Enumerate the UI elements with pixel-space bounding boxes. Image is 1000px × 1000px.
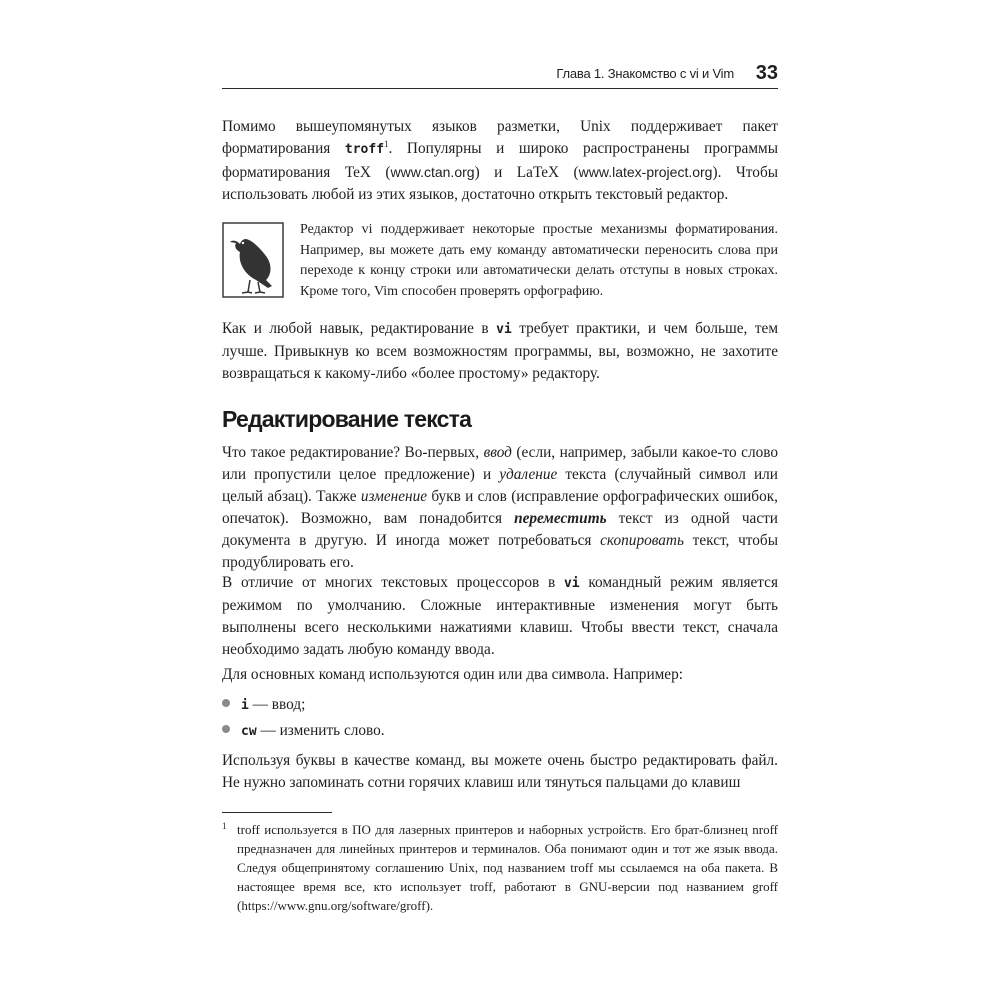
list-item — [222, 720, 385, 743]
intro-paragraph — [222, 116, 778, 206]
bullet-icon — [222, 725, 230, 733]
editing-text: текст, чтобы продублировать его. — [222, 532, 778, 571]
footnote-number: 1 — [222, 821, 227, 831]
intro-text: . Популярны и широко распространены программы форматирования TeX ( — [222, 140, 778, 181]
closing-paragraph: Используя буквы в качестве команд, вы можете очень быстро редактировать файл. Не нужно запоминать сотни горячих клавиш или тянуться пальцами до клавиш — [222, 752, 778, 791]
list-item — [222, 694, 305, 717]
intro-text: ) и LaTeX ( — [474, 164, 579, 181]
footnote-divider — [222, 812, 332, 813]
footnote — [222, 820, 778, 915]
intro-text: ). Чтобы использовать любой из этих языков, достаточно открыть текстовый редактор. — [222, 164, 779, 203]
mode-text: командный режим является режимом по умолчанию. Сложные интерактивные изменения могут быть выполнены всего несколькими нажатиями клавиш. Чтобы ввести текст, сначала необходимо задать любую команду ввода. — [222, 574, 779, 658]
page-number: 33 — [755, 62, 778, 84]
practice-text: требует практики, и чем больше, тем лучше. Привыкнув ко всем возможностям программы, вы, возможно, не захотите возвращаться к какому-либо «более простому» редактору. — [222, 320, 779, 382]
editing-text: (если, например, забыли какое-то слово или пропустили целое предложение) и — [222, 444, 778, 483]
practice-text: Как и любой навык, редактирование в — [222, 320, 497, 337]
mode-text: В отличие от многих текстовых процессоров в — [222, 574, 564, 591]
vi-code: vi — [563, 576, 580, 591]
emphasis-input: ввод — [483, 444, 512, 461]
latex-url[interactable]: www.latex-project.org — [578, 164, 713, 180]
note-box — [222, 222, 778, 302]
footnote-ref[interactable]: 1 — [384, 139, 389, 149]
bullet-icon — [222, 699, 230, 707]
command-desc: — ввод; — [248, 696, 306, 713]
emphasis-copy: скопировать — [600, 532, 684, 549]
page-header — [222, 64, 778, 89]
vi-code: vi — [496, 322, 512, 337]
command-desc: — изменить слово. — [256, 722, 385, 739]
emphasis-move: переместить — [514, 510, 607, 527]
editing-text: текста (случайный символ или целый абзац). Также — [222, 466, 778, 505]
command-code: i — [241, 698, 249, 713]
troff-code: troff — [344, 142, 385, 157]
editing-text: текст из одной части документа в другую. И иногда может потребоваться — [222, 510, 778, 549]
emphasis-change: изменение — [360, 488, 428, 505]
chapter-title: Глава 1. Знакомство с vi и Vim — [556, 66, 734, 81]
emphasis-delete: удаление — [499, 466, 558, 483]
editing-paragraph — [222, 442, 778, 574]
command-code: cw — [241, 724, 257, 739]
mode-paragraph — [222, 572, 778, 661]
intro-text: Помимо вышеупомянутых языков разметки, Unix поддерживает пакет форматирования — [222, 118, 778, 157]
practice-paragraph — [222, 318, 778, 385]
footnote-text: troff используется в ПО для лазерных принтеров и наборных устройств. Его брат-близнец nroff предназначен для линейных принтеров и терминалов. Оба понимают один и тот же язык ввода. Следуя общепринятому соглашению Unix, под названием troff мы ссылаемся на оба пакета. В настоящее время все, кто использует troff, работают в GNU-версии под названием groff (https://www.gnu.org/software/groff). — [237, 822, 778, 913]
crow-icon — [222, 222, 284, 298]
editing-text: Что такое редактирование? Во-первых, — [222, 444, 484, 461]
ctan-url[interactable]: www.ctan.org — [390, 164, 475, 180]
section-heading: Редактирование текста — [222, 406, 472, 432]
note-text: Редактор vi поддерживает некоторые простые механизмы форматирования. Например, вы можете дать ему команду автоматически переносить слова при переходе к концу строки или автоматически делать отступы в новых строках. Кроме того, Vim способен проверять орфографию. — [300, 222, 778, 299]
commands-intro: Для основных команд используются один или два символа. Например: — [222, 666, 683, 683]
editing-text: букв и слов (исправление орфографических ошибок, опечаток). Возможно, вам понадобится — [222, 488, 778, 527]
